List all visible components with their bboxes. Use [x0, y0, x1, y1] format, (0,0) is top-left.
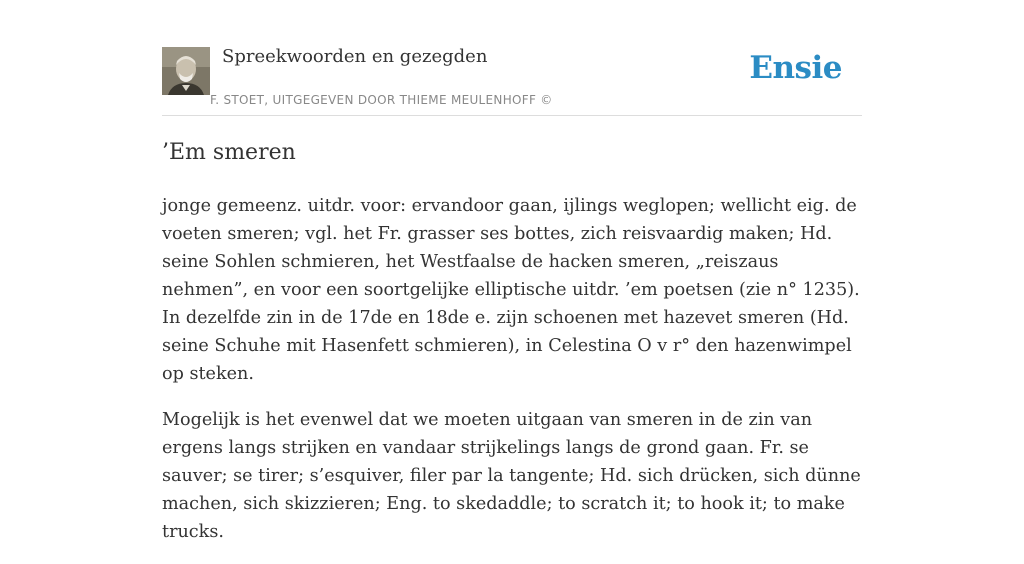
ensie-logo[interactable]: Ensie	[749, 50, 842, 86]
source-header	[162, 0, 862, 116]
source-title[interactable]: Spreekwoorden en gezegden	[222, 46, 488, 67]
entry-title: ’Em smeren	[162, 140, 296, 165]
source-publisher: F. STOET, UITGEGEVEN DOOR THIEME MEULENHOFF ©	[210, 93, 553, 107]
entry-paragraph: Mogelijk is het evenwel dat we moeten uitgaan van smeren in de zin van ergens langs strijken en vandaar strijkelings langs de grond gaan. Fr. se sauver; se tirer; s’esquiver, filer par la tangente; Hd. sich drücken, sich dünne machen, sich skizzieren; Eng. to skedaddle; to scratch it; to hook it; to make trucks.	[162, 410, 861, 542]
entry-body	[162, 192, 862, 564]
entry-paragraph: jonge gemeenz. uitdr. voor: ervandoor gaan, ijlings weglopen; wellicht eig. de voeten smeren; vgl. het Fr. grasser ses bottes, zich reisvaardig maken; Hd. seine Sohlen schmieren, het Westfaalse de hacken smeren, „reiszaus nehmen”, en voor een soortgelijke elliptische uitdr. ’em poetsen (zie n° 1235). In dezelfde zin in de 17de en 18de e. zijn schoenen met hazevet smeren (Hd. seine Schuhe mit Hasenfett schmieren), in Celestina O v r° den hazenwimpel op steken.	[162, 196, 860, 384]
author-portrait-image	[162, 47, 210, 95]
entry-card	[162, 0, 862, 542]
author-avatar[interactable]	[162, 47, 210, 95]
